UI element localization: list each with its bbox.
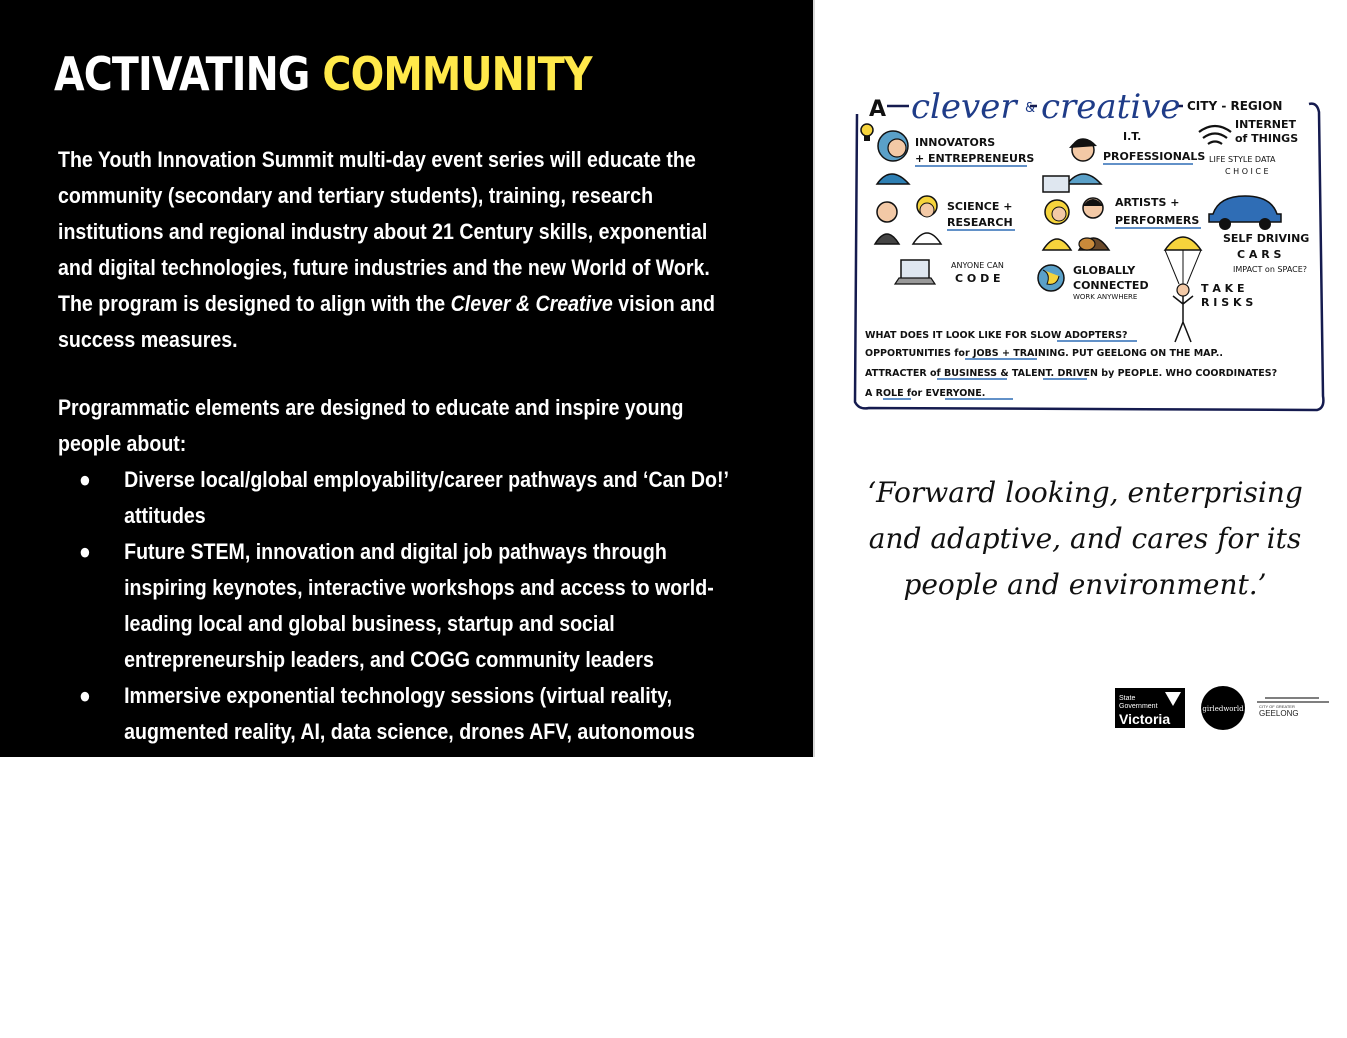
bullet-item: [58, 462, 745, 534]
sketch-lifestyle-1: LIFE STYLE DATA: [1209, 155, 1276, 164]
bullet-text: Diverse local/global employability/career pathways and ‘Can Do!’ attitudes: [124, 467, 728, 528]
bullet-item: [58, 858, 745, 930]
sketch-title-a: A: [869, 97, 887, 122]
sketch-car-3: IMPACT on SPACE?: [1233, 265, 1308, 274]
sketch-it-2: PROFESSIONALS: [1103, 150, 1206, 163]
sketch-it-1: I.T.: [1123, 130, 1142, 143]
bullet-list: [58, 462, 745, 1038]
sketch-question-4: A ROLE for EVERYONE.: [865, 388, 986, 399]
sketch-title-creative: creative: [1041, 87, 1181, 127]
sketch-global-1: GLOBALLY: [1073, 264, 1136, 277]
bullet-item: [58, 678, 745, 786]
bullet-item: [58, 786, 745, 858]
victoria-logo-line-2: Government: [1119, 703, 1158, 710]
bullet-text: Applications of innovation methodologies to solve complex problems: [124, 791, 679, 852]
sketch-title-amp: &: [1025, 101, 1036, 116]
sketch-risk-1: T A K E: [1201, 282, 1245, 295]
quote-line-3: people and environment.’: [903, 568, 1267, 601]
bullet-text: The community they live in and play a vital role in contributing to through interaction with a diverse cross-section of city-region stakeholders: [124, 935, 729, 1032]
intro-after: vision and success measures.: [58, 291, 716, 352]
sketch-car-1: SELF DRIVING: [1223, 232, 1310, 245]
title-highlight: COMMUNITY: [322, 47, 592, 101]
sketch-artists-2: PERFORMERS: [1115, 214, 1200, 227]
bullet-icon: ●: [79, 539, 91, 564]
page-title: [54, 42, 592, 106]
sketch-innovators-1: INNOVATORS: [915, 136, 996, 149]
laptop-icon: [895, 260, 935, 284]
bullet-item: [58, 930, 745, 1038]
intro-before: The Youth Innovation Summit multi-day event series will educate the community (secondary and tertiary students), training, research institutions and regional industry about 21 Century skills, exponential and digital technologies, future industries and the new World of Work. The program is designed to align with the: [58, 147, 710, 316]
sketch-car-2: C A R S: [1237, 248, 1282, 261]
bullet-icon: ●: [79, 935, 91, 960]
intro-paragraph: [58, 142, 745, 358]
bullet-icon: ●: [79, 467, 91, 492]
right-panel: [815, 0, 1347, 757]
girledworld-logo-text: girledworld: [1202, 705, 1244, 713]
partner-logos: [1115, 684, 1337, 734]
sketch-question-3: ATTRACTER of BUSINESS & TALENT. DRIVEN by PEOPLE. WHO COORDINATES?: [865, 368, 1278, 379]
body-text: [58, 142, 745, 1038]
lead-paragraph: Programmatic elements are designed to educate and inspire young people about:: [58, 395, 684, 456]
globe-icon: [1038, 265, 1064, 291]
quote-line-1: ‘Forward looking, enterprising: [867, 476, 1303, 509]
title-part-1: ACTIVATING: [54, 47, 323, 101]
victoria-logo: [1115, 688, 1185, 728]
girledworld-logo: [1201, 686, 1245, 730]
clever-creative-sketch: [847, 84, 1329, 414]
sketch-lifestyle-2: C H O I C E: [1225, 167, 1269, 176]
victoria-logo-line-1: State: [1119, 695, 1136, 702]
geelong-logo: [1257, 698, 1329, 718]
bullet-text: Startup business models, entrepreneurship and new economy jobs: [124, 863, 704, 924]
sketch-artists-1: ARTISTS +: [1115, 196, 1180, 209]
vision-quote: [855, 470, 1315, 608]
bullet-icon: ●: [79, 683, 91, 708]
bullet-icon: ●: [79, 791, 91, 816]
sketch-title-clever: clever: [911, 87, 1017, 127]
sketch-risk-2: R I S K S: [1201, 296, 1254, 309]
sketch-global-3: WORK ANYWHERE: [1073, 293, 1138, 301]
bullet-text: Future STEM, innovation and digital job pathways through inspiring keynotes, interactive workshops and access to world-leading local and global business, startup and social entrepreneurship leaders, and COGG community leaders: [124, 539, 714, 672]
sketch-global-2: CONNECTED: [1073, 279, 1149, 292]
sketch-title-city-region: CITY - REGION: [1187, 99, 1283, 113]
bullet-icon: ●: [79, 863, 91, 888]
geelong-logo-text: GEELONG: [1259, 709, 1299, 718]
sketch-iot-2: of THINGS: [1235, 132, 1299, 145]
geelong-logo-small: CITY OF GREATER: [1259, 704, 1295, 709]
sketch-science-2: RESEARCH: [947, 216, 1013, 229]
sketch-question-1: WHAT DOES IT LOOK LIKE FOR SLOW ADOPTERS?: [865, 330, 1128, 341]
sketch-innovators-2: + ENTREPRENEURS: [915, 152, 1035, 165]
bullet-item: [58, 534, 745, 678]
intro-emphasis: Clever & Creative: [450, 291, 613, 316]
sketch-iot-1: INTERNET: [1235, 118, 1297, 131]
quote-line-2: and adaptive, and cares for its: [868, 522, 1302, 555]
sketch-code-2: C O D E: [955, 272, 1001, 285]
bullet-text: Immersive exponential technology sessions (virtual reality, augmented reality, AI, data science, drones AFV, autonomous vehicle transit systems): [124, 683, 695, 780]
sketch-science-1: SCIENCE +: [947, 200, 1013, 213]
sketch-question-2: OPPORTUNITIES for JOBS + TRAINING. PUT GEELONG ON THE MAP..: [865, 348, 1223, 359]
victoria-logo-line-3: Victoria: [1119, 711, 1171, 727]
sketch-code-1: ANYONE CAN: [951, 261, 1004, 270]
